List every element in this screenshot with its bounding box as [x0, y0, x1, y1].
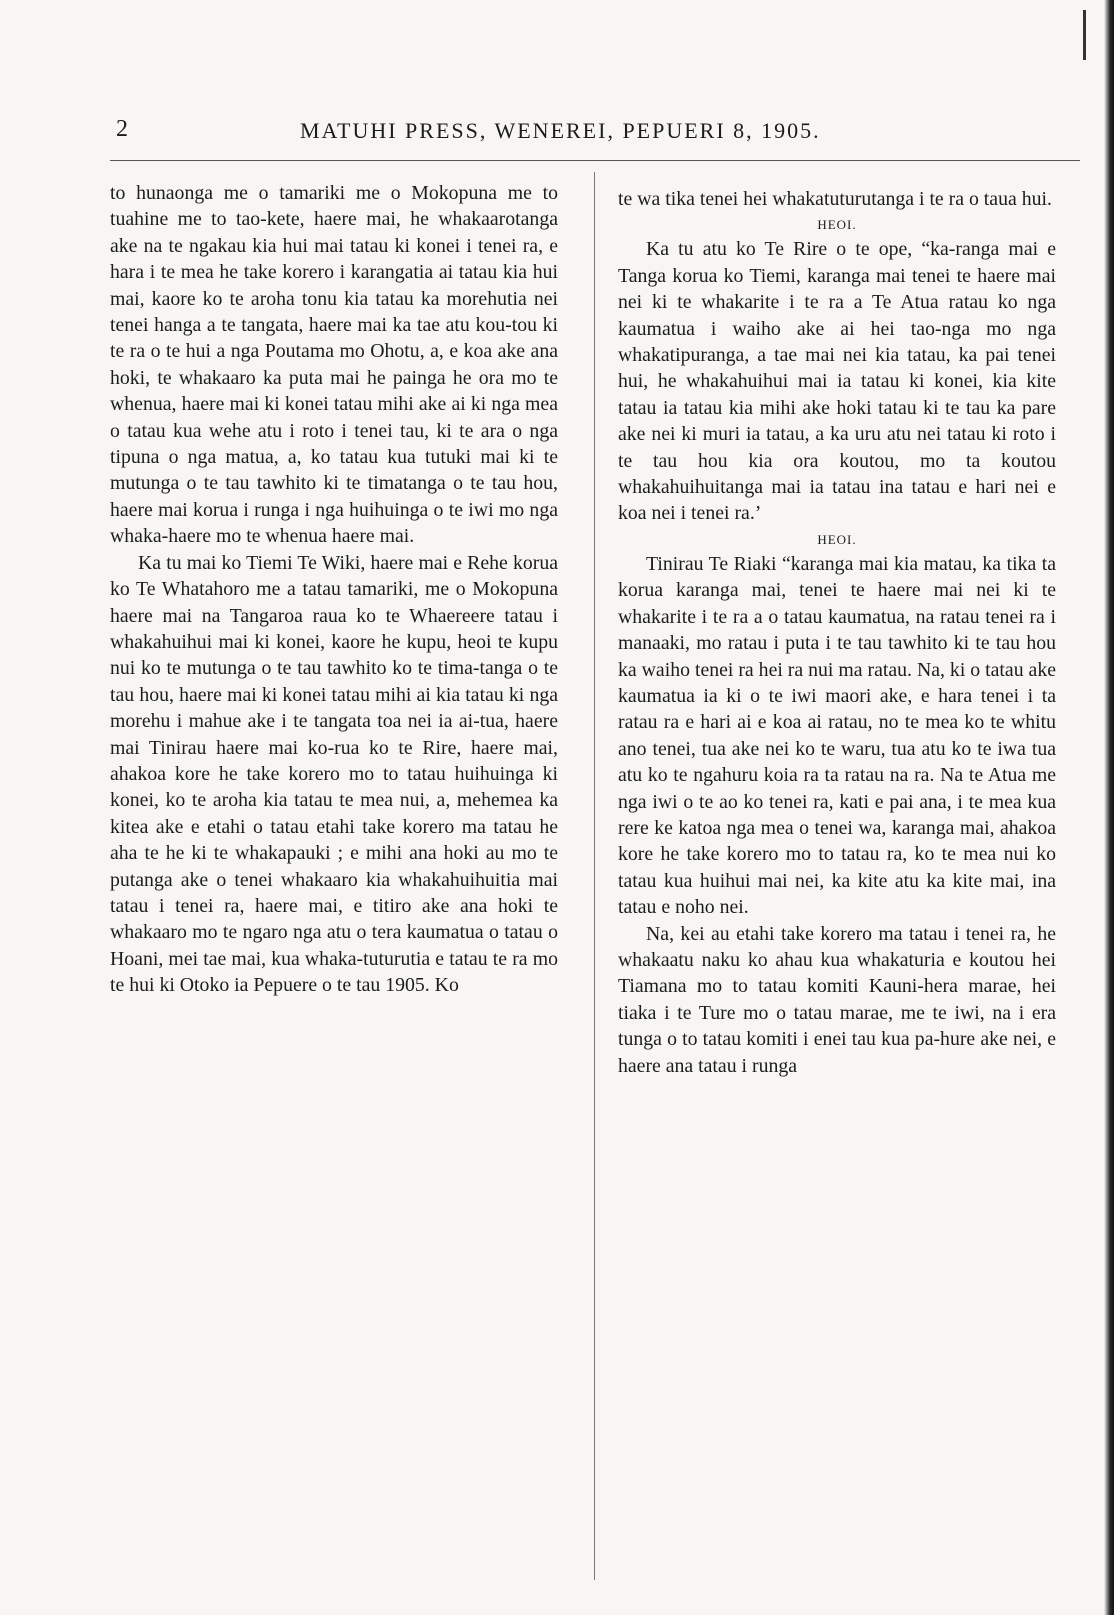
paragraph: Na, kei au etahi take korero ma tatau i tenei ra, he whakaatu naku ko ahau kua whakaturia e koutou hei Tiamana mo to tatau komiti Kauni-hera marae, hei tiaka i te Ture mo o tatau marae, me te iwi, na i era tunga o to tatau komiti i enei tau kua pa-hure ake nei, e haere ana tatau i runga	[618, 922, 1056, 1077]
header-rule	[110, 160, 1080, 161]
paragraph: Ka tu atu ko Te Rire o te ope, “ka-ranga mai e Tanga korua ko Tiemi, karanga mai tenei te haere mai nei ki te whakarite i te ra a Te Atua ratau ko nga kaumatua i waiho ake ai hei tao-nga mo nga whakatipuranga, a tae mai nei kia tatau, ka pai tenei hui, he whakahuihui mai ia tatau ki konei, kia kite tatau ia tatau kia mihi ake hoki tatau ki te tau ka pare ake nei ki muri ia tatau, a ka uru atu nei tatau ki roto i te tau hou kia ora koutou, mo ta koutou whakahuihuitanga mai ia tatau ina tatau e hari nei e koa nei i tenei ra.’	[618, 238, 1056, 525]
binding-mark	[1083, 10, 1086, 60]
page-edge-shadow	[1104, 0, 1114, 1615]
right-column	[618, 186, 1056, 1079]
page-number: 2	[116, 116, 128, 142]
column-divider	[594, 172, 595, 1580]
section-end-mark: HEOI.	[817, 217, 857, 233]
left-column	[110, 180, 558, 999]
paragraph: Ka tu mai ko Tiemi Te Wiki, haere mai e Rehe korua ko Te Whatahoro me a tatau tamariki, me o Mokopuna haere mai na Tangaroa raua ko te Whaereere tatau i whakahuihui mai ki konei, kaore he kupu, heoi te kupu nui ko te mutunga o te tau tawhito ko te tima-tanga o te tau hou, haere mai ki konei tatau mihi ai kia tatau ki nga morehu i mahue ake i te tangata toa nei ia ai-tua, haere mai Tinirau haere mai ko-rua ko te Rire, haere mai, ahakoa kore he take korero mo to tatau huihuinga ki konei, ko te aroha kia tatau te mea nui, a, mehemea ka kitea ake e etahi o tatau etahi take korero ma tatau he aha te he ki te whakapauki ; e mihi ana hoki au mo te putanga ake o tenei whakaaro kia whakahuihuitia mai tatau i tenei ra, haere mai, e titiro ake ana hoki te whakaaro mo te ngaro nga atu o tera kaumatua o tatau o Hoani, mei tae mai, kua whaka-tuturutia e tatau te ra mo te hui ki Otoko ia Pepuere o te tau 1905. Ko	[110, 551, 558, 997]
paragraph: to hunaonga me o tamariki me o Mokopuna me to tuahine me to tao-kete, haere mai, he whakaarotanga ake na te ngakau kia hui mai tatau ki konei i tenei ra, e hara i te mea he take korero i karangatia ai tatau kia hui mai, kaore ko te aroha tonu kia tatau ka morehutia nei tenei hanga a te tangata, haere mai ka tae atu kou-tou ki te ra o te hui a nga Poutama mo Ohotu, a, e koa ake ana hoki, te whakaaro ka puta mai he painga he ora mo te whenua, haere mai ki konei tatau mihi ake ai ki nga mea o tatau kua wehe atu i roto i tenei tau, ki te ara o nga tipuna o nga matua, a, ko tatau kua tutuki mai ki te mutunga o te tau tawhito ki te timatanga o te tau hou, haere mai korua i runga i nga huihuinga o te iwi mo nga whaka-haere mo te whenua haere mai.	[110, 182, 558, 548]
section-end-mark: HEOI.	[817, 531, 857, 547]
running-head: MATUHI PRESS, WENEREI, PEPUERI 8, 1905.	[300, 118, 821, 143]
paragraph: te wa tika tenei hei whakatuturutanga i te ra o taua hui.	[618, 188, 1052, 210]
page-header	[110, 108, 990, 148]
paragraph: Tinirau Te Riaki “karanga mai kia matau, ka tika ta korua karanga mai, tenei te haere mai nei ki te whakarite i te ra a o tatau kaumatua, na ratau tenei ra i manaaki, mo ratau i puta i te tau tawhito ki te tau hou ka waiho tenei ra hei ra nui ma ratau. Na, ki o tatau ake kaumatua ia ki o te iwi maori ake, e hara tenei i ta ratau ra e hari ai e koa ai ratau, no te mea ko te whitu ano tenei, tua ake nei ko te waru, tua atu ko te iwa tua atu ko te ngahuru koia ra ta ratau na ra. Na te Atua me nga iwi o te ao ko tenei ra, kati e pai ana, i te mea kua rere ke katoa nga mea o tenei wa, karanga mai, ahakoa kore he take korero mo to tatau ra, ko te mea nui ko tatau kua huihui mai nei, ka kite atu ka kite mai, ina tatau e noho nei.	[618, 552, 1056, 919]
